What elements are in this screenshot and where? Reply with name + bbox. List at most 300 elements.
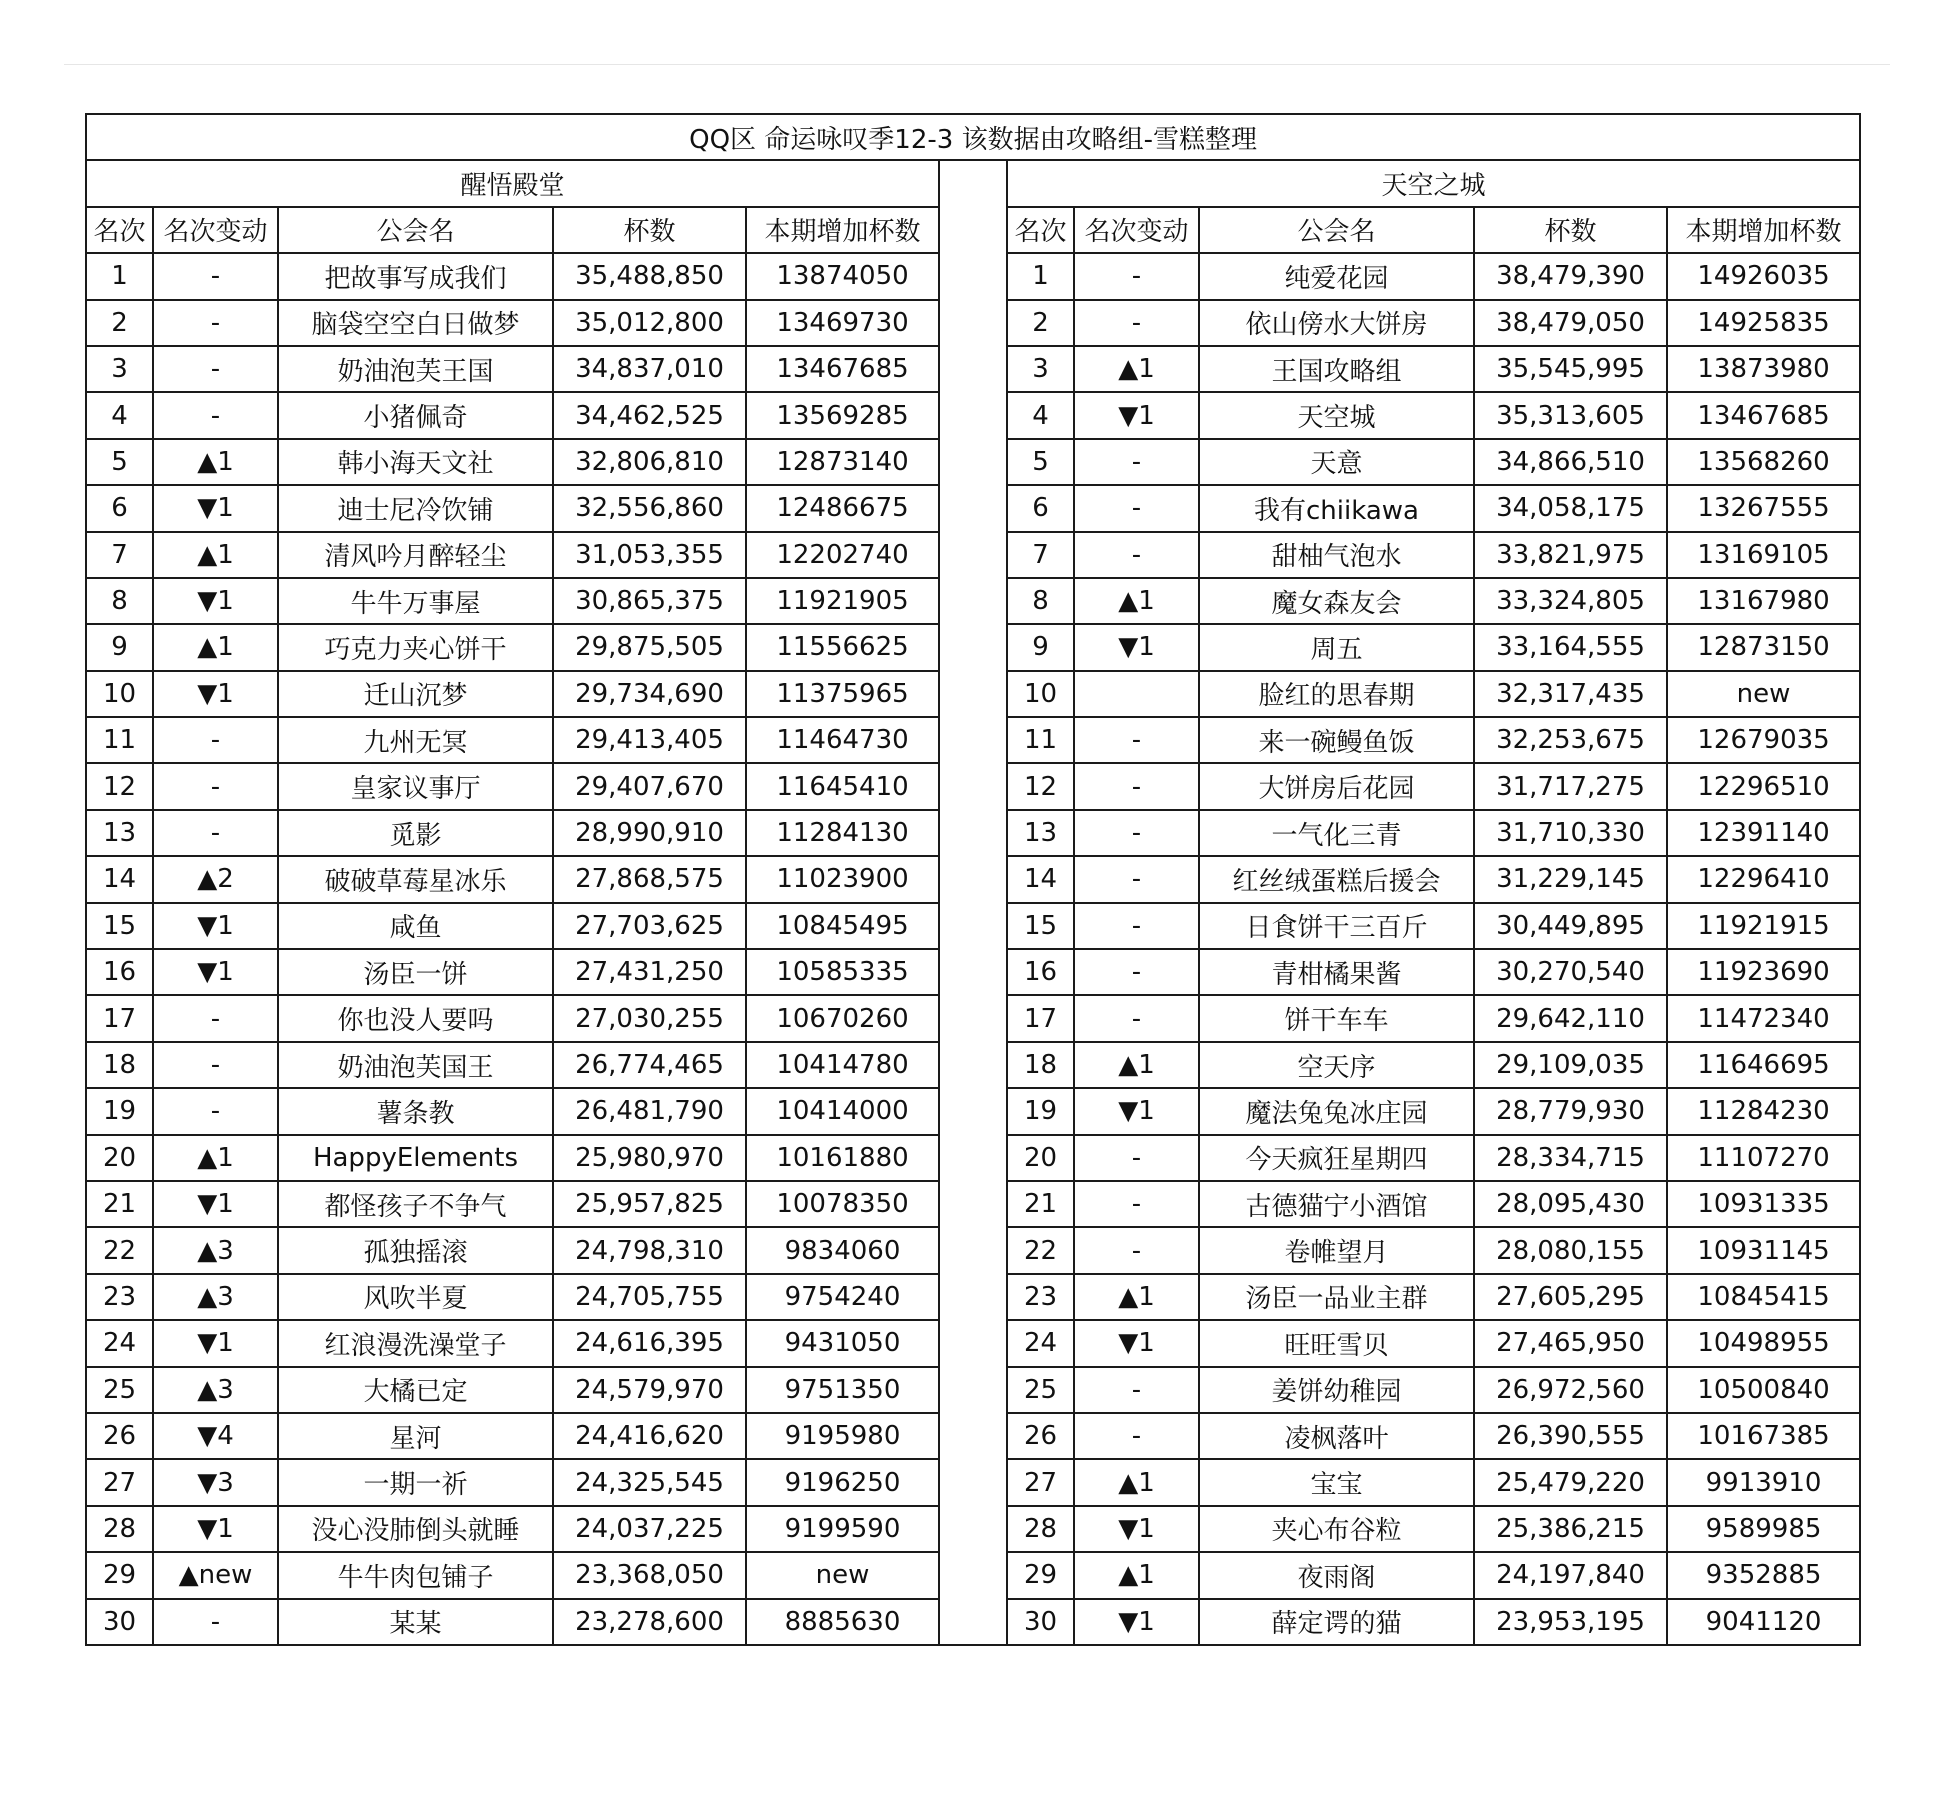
right-rank-cell: 24	[1007, 1320, 1074, 1366]
right-cups-gained-cell: 13169105	[1667, 532, 1860, 578]
right-rank-cell: 2	[1007, 300, 1074, 346]
right-guild-name-cell: 天空城	[1199, 392, 1474, 438]
left-cups-gained-cell: 9834060	[746, 1227, 939, 1273]
left-rank-cell: 8	[86, 578, 153, 624]
right-rank-cell: 4	[1007, 392, 1074, 438]
right-rank-cell: 28	[1007, 1506, 1074, 1552]
left-guild-name-cell: 九州无冥	[278, 717, 553, 763]
right-cups-cell: 33,821,975	[1474, 532, 1667, 578]
right-guild-name-cell: 王国攻略组	[1199, 346, 1474, 392]
left-rank-change-cell: ▼1	[153, 485, 278, 531]
left-rank-cell: 23	[86, 1274, 153, 1320]
column-gap	[939, 300, 1007, 346]
right-cups-cell: 28,779,930	[1474, 1088, 1667, 1134]
right-rank-cell: 3	[1007, 346, 1074, 392]
left-guild-name-cell: 迪士尼冷饮铺	[278, 485, 553, 531]
right-rank-cell: 1	[1007, 253, 1074, 299]
right-rank-cell: 27	[1007, 1459, 1074, 1505]
column-gap	[939, 1367, 1007, 1413]
left-cups-cell: 28,990,910	[553, 810, 746, 856]
left-cups-gained-cell: 10414000	[746, 1088, 939, 1134]
left-guild-name-cell: 咸鱼	[278, 903, 553, 949]
right-rank-cell: 18	[1007, 1042, 1074, 1088]
table-row	[86, 300, 1860, 346]
right-guild-name-cell: 青柑橘果酱	[1199, 949, 1474, 995]
right-rank-change-cell: ▼1	[1074, 1320, 1199, 1366]
right-cups-gained-cell: 11284230	[1667, 1088, 1860, 1134]
column-gap	[939, 995, 1007, 1041]
column-gap	[939, 1320, 1007, 1366]
right-cups-gained-cell: 9041120	[1667, 1599, 1860, 1645]
table-row	[86, 1274, 1860, 1320]
left-cups-gained-cell: 10078350	[746, 1181, 939, 1227]
left-cups-cell: 35,012,800	[553, 300, 746, 346]
left-rank-change-cell: -	[153, 810, 278, 856]
right-rank-change-cell: -	[1074, 532, 1199, 578]
right-cups-cell: 28,080,155	[1474, 1227, 1667, 1273]
left-cups-gained-cell: 12486675	[746, 485, 939, 531]
right-rank-cell: 30	[1007, 1599, 1074, 1645]
right-cups-cell: 32,253,675	[1474, 717, 1667, 763]
left-cups-cell: 24,798,310	[553, 1227, 746, 1273]
left-cups-gained-cell: 10161880	[746, 1135, 939, 1181]
column-gap	[939, 392, 1007, 438]
right-rank-change-cell: -	[1074, 903, 1199, 949]
right-cups-cell: 24,197,840	[1474, 1552, 1667, 1598]
right-cups-cell: 31,710,330	[1474, 810, 1667, 856]
right-group-name: 天空之城	[1007, 160, 1860, 206]
right-cups-gained-cell: 10931145	[1667, 1227, 1860, 1273]
left-cups-gained-cell: 13569285	[746, 392, 939, 438]
right-guild-name-cell: 魔法兔兔冰庄园	[1199, 1088, 1474, 1134]
table-row	[86, 671, 1860, 717]
right-cups-gained-cell: 9589985	[1667, 1506, 1860, 1552]
right-cups-cell: 38,479,390	[1474, 253, 1667, 299]
left-guild-name-cell: 把故事写成我们	[278, 253, 553, 299]
right-guild-name-cell: 宝宝	[1199, 1459, 1474, 1505]
header-guild-name: 公会名	[1199, 207, 1474, 253]
right-cups-gained-cell: 10845415	[1667, 1274, 1860, 1320]
left-guild-name-cell: 大橘已定	[278, 1367, 553, 1413]
left-rank-change-cell: ▼4	[153, 1413, 278, 1459]
right-cups-cell: 30,449,895	[1474, 903, 1667, 949]
left-guild-name-cell: 你也没人要吗	[278, 995, 553, 1041]
right-rank-change-cell: ▼1	[1074, 392, 1199, 438]
left-cups-gained-cell: 9196250	[746, 1459, 939, 1505]
table-row	[86, 439, 1860, 485]
left-guild-name-cell: 皇家议事厅	[278, 763, 553, 809]
left-rank-change-cell: ▲3	[153, 1227, 278, 1273]
column-gap	[939, 763, 1007, 809]
table-row	[86, 1135, 1860, 1181]
left-guild-name-cell: 牛牛肉包铺子	[278, 1552, 553, 1598]
right-rank-cell: 9	[1007, 624, 1074, 670]
table-row	[86, 1181, 1860, 1227]
left-cups-cell: 34,462,525	[553, 392, 746, 438]
left-guild-name-cell: 脑袋空空白日做梦	[278, 300, 553, 346]
right-rank-change-cell: -	[1074, 439, 1199, 485]
left-cups-cell: 27,431,250	[553, 949, 746, 995]
column-gap	[939, 1181, 1007, 1227]
left-cups-cell: 24,616,395	[553, 1320, 746, 1366]
left-rank-change-cell: ▼1	[153, 671, 278, 717]
left-rank-cell: 21	[86, 1181, 153, 1227]
group-header-row	[86, 160, 1860, 206]
left-cups-gained-cell: 13467685	[746, 346, 939, 392]
left-cups-cell: 24,416,620	[553, 1413, 746, 1459]
header-cups: 杯数	[1474, 207, 1667, 253]
left-guild-name-cell: 小猪佩奇	[278, 392, 553, 438]
left-rank-cell: 12	[86, 763, 153, 809]
right-cups-cell: 31,229,145	[1474, 856, 1667, 902]
right-cups-gained-cell: 11646695	[1667, 1042, 1860, 1088]
right-cups-cell: 27,465,950	[1474, 1320, 1667, 1366]
right-cups-cell: 35,545,995	[1474, 346, 1667, 392]
right-rank-cell: 19	[1007, 1088, 1074, 1134]
left-cups-gained-cell: 10585335	[746, 949, 939, 995]
right-cups-gained-cell: 9352885	[1667, 1552, 1860, 1598]
left-rank-change-cell: ▼1	[153, 1181, 278, 1227]
left-rank-change-cell: ▲1	[153, 1135, 278, 1181]
right-rank-change-cell: ▲1	[1074, 578, 1199, 624]
left-rank-cell: 11	[86, 717, 153, 763]
right-guild-name-cell: 薛定谔的猫	[1199, 1599, 1474, 1645]
left-rank-change-cell: -	[153, 1088, 278, 1134]
left-cups-gained-cell: 11556625	[746, 624, 939, 670]
left-cups-cell: 35,488,850	[553, 253, 746, 299]
ranking-table	[85, 113, 1861, 1646]
left-rank-cell: 10	[86, 671, 153, 717]
right-cups-gained-cell: 10498955	[1667, 1320, 1860, 1366]
right-guild-name-cell: 今天疯狂星期四	[1199, 1135, 1474, 1181]
table-row	[86, 578, 1860, 624]
left-cups-cell: 25,957,825	[553, 1181, 746, 1227]
left-rank-change-cell: ▼1	[153, 903, 278, 949]
right-rank-change-cell: ▲1	[1074, 346, 1199, 392]
left-rank-change-cell: ▼1	[153, 949, 278, 995]
table-row	[86, 810, 1860, 856]
column-gap	[939, 949, 1007, 995]
right-guild-name-cell: 夜雨阁	[1199, 1552, 1474, 1598]
header-rank-change: 名次变动	[153, 207, 278, 253]
right-cups-cell: 28,095,430	[1474, 1181, 1667, 1227]
table-title: QQ区 命运咏叹季12-3 该数据由攻略组-雪糕整理	[86, 114, 1860, 160]
right-guild-name-cell: 空天序	[1199, 1042, 1474, 1088]
header-rank-change: 名次变动	[1074, 207, 1199, 253]
header-rank: 名次	[1007, 207, 1074, 253]
left-cups-cell: 23,278,600	[553, 1599, 746, 1645]
right-rank-cell: 23	[1007, 1274, 1074, 1320]
left-rank-cell: 19	[86, 1088, 153, 1134]
column-gap	[939, 717, 1007, 763]
left-cups-cell: 32,806,810	[553, 439, 746, 485]
column-gap	[939, 485, 1007, 531]
table-row	[86, 763, 1860, 809]
left-rank-cell: 13	[86, 810, 153, 856]
right-rank-cell: 16	[1007, 949, 1074, 995]
right-rank-change-cell: ▼1	[1074, 624, 1199, 670]
column-gap	[939, 1459, 1007, 1505]
right-cups-gained-cell: 13167980	[1667, 578, 1860, 624]
right-rank-change-cell: -	[1074, 485, 1199, 531]
left-guild-name-cell: 巧克力夹心饼干	[278, 624, 553, 670]
right-rank-change-cell: ▲1	[1074, 1552, 1199, 1598]
header-cups-gained: 本期增加杯数	[1667, 207, 1860, 253]
left-rank-cell: 16	[86, 949, 153, 995]
right-rank-change-cell: ▲1	[1074, 1274, 1199, 1320]
left-cups-gained-cell: 9754240	[746, 1274, 939, 1320]
table-row	[86, 1413, 1860, 1459]
table-row	[86, 532, 1860, 578]
right-guild-name-cell: 古德猫宁小酒馆	[1199, 1181, 1474, 1227]
right-cups-cell: 38,479,050	[1474, 300, 1667, 346]
left-rank-cell: 24	[86, 1320, 153, 1366]
right-cups-cell: 31,717,275	[1474, 763, 1667, 809]
right-cups-cell: 25,386,215	[1474, 1506, 1667, 1552]
left-cups-gained-cell: 11464730	[746, 717, 939, 763]
left-rank-cell: 2	[86, 300, 153, 346]
left-rank-cell: 3	[86, 346, 153, 392]
left-rank-cell: 26	[86, 1413, 153, 1459]
left-rank-change-cell: ▲1	[153, 439, 278, 485]
left-rank-cell: 4	[86, 392, 153, 438]
left-rank-cell: 30	[86, 1599, 153, 1645]
left-rank-cell: 5	[86, 439, 153, 485]
table-row	[86, 1552, 1860, 1598]
right-rank-change-cell: -	[1074, 856, 1199, 902]
column-gap	[939, 439, 1007, 485]
left-guild-name-cell: 牛牛万事屋	[278, 578, 553, 624]
right-cups-gained-cell: 13467685	[1667, 392, 1860, 438]
left-guild-name-cell: 奶油泡芙国王	[278, 1042, 553, 1088]
left-rank-change-cell: ▲1	[153, 624, 278, 670]
header-guild-name: 公会名	[278, 207, 553, 253]
right-rank-cell: 25	[1007, 1367, 1074, 1413]
left-guild-name-cell: 清风吟月醉轻尘	[278, 532, 553, 578]
right-rank-change-cell: -	[1074, 717, 1199, 763]
left-cups-cell: 26,481,790	[553, 1088, 746, 1134]
right-rank-change-cell: ▼1	[1074, 1506, 1199, 1552]
left-guild-name-cell: 某某	[278, 1599, 553, 1645]
table-row	[86, 949, 1860, 995]
column-gap	[939, 624, 1007, 670]
table-row	[86, 1042, 1860, 1088]
right-cups-gained-cell: 14926035	[1667, 253, 1860, 299]
right-rank-change-cell: ▲1	[1074, 1459, 1199, 1505]
right-guild-name-cell: 一气化三青	[1199, 810, 1474, 856]
right-rank-change-cell: -	[1074, 810, 1199, 856]
right-rank-change-cell: -	[1074, 253, 1199, 299]
right-cups-cell: 25,479,220	[1474, 1459, 1667, 1505]
table-row	[86, 856, 1860, 902]
right-cups-gained-cell: 13267555	[1667, 485, 1860, 531]
left-guild-name-cell: 星河	[278, 1413, 553, 1459]
left-cups-cell: 29,875,505	[553, 624, 746, 670]
right-rank-cell: 12	[1007, 763, 1074, 809]
column-gap	[939, 1227, 1007, 1273]
right-rank-cell: 8	[1007, 578, 1074, 624]
right-rank-change-cell: -	[1074, 300, 1199, 346]
column-gap	[939, 160, 1007, 206]
table-row	[86, 1320, 1860, 1366]
left-rank-cell: 22	[86, 1227, 153, 1273]
right-rank-cell: 20	[1007, 1135, 1074, 1181]
right-cups-cell: 33,164,555	[1474, 624, 1667, 670]
right-cups-cell: 30,270,540	[1474, 949, 1667, 995]
column-gap	[939, 671, 1007, 717]
column-gap	[939, 1042, 1007, 1088]
table-row	[86, 717, 1860, 763]
header-rank: 名次	[86, 207, 153, 253]
left-cups-cell: 34,837,010	[553, 346, 746, 392]
table-row	[86, 1227, 1860, 1273]
right-rank-change-cell	[1074, 671, 1199, 717]
right-cups-cell: 34,866,510	[1474, 439, 1667, 485]
left-cups-cell: 23,368,050	[553, 1552, 746, 1598]
right-cups-cell: 35,313,605	[1474, 392, 1667, 438]
left-cups-cell: 31,053,355	[553, 532, 746, 578]
right-rank-cell: 26	[1007, 1413, 1074, 1459]
left-cups-gained-cell: 11023900	[746, 856, 939, 902]
left-rank-change-cell: ▲2	[153, 856, 278, 902]
left-guild-name-cell: 汤臣一饼	[278, 949, 553, 995]
right-rank-cell: 6	[1007, 485, 1074, 531]
table-row	[86, 1506, 1860, 1552]
left-cups-cell: 27,030,255	[553, 995, 746, 1041]
left-cups-gained-cell: 13874050	[746, 253, 939, 299]
right-guild-name-cell: 周五	[1199, 624, 1474, 670]
right-guild-name-cell: 甜柚气泡水	[1199, 532, 1474, 578]
right-rank-cell: 5	[1007, 439, 1074, 485]
right-rank-change-cell: -	[1074, 1181, 1199, 1227]
left-cups-cell: 29,407,670	[553, 763, 746, 809]
right-rank-cell: 10	[1007, 671, 1074, 717]
right-guild-name-cell: 脸红的思春期	[1199, 671, 1474, 717]
table-row	[86, 253, 1860, 299]
left-rank-cell: 14	[86, 856, 153, 902]
column-gap	[939, 1135, 1007, 1181]
right-cups-gained-cell: 14925835	[1667, 300, 1860, 346]
right-rank-cell: 29	[1007, 1552, 1074, 1598]
right-cups-gained-cell: 11107270	[1667, 1135, 1860, 1181]
right-rank-change-cell: -	[1074, 1367, 1199, 1413]
left-cups-gained-cell: 10414780	[746, 1042, 939, 1088]
right-rank-change-cell: -	[1074, 995, 1199, 1041]
right-guild-name-cell: 我有chiikawa	[1199, 485, 1474, 531]
column-gap	[939, 810, 1007, 856]
left-rank-change-cell: ▲3	[153, 1367, 278, 1413]
left-rank-cell: 17	[86, 995, 153, 1041]
left-rank-cell: 18	[86, 1042, 153, 1088]
right-cups-gained-cell: 12296410	[1667, 856, 1860, 902]
left-rank-change-cell: -	[153, 346, 278, 392]
right-rank-change-cell: ▲1	[1074, 1042, 1199, 1088]
right-rank-change-cell: -	[1074, 949, 1199, 995]
left-rank-cell: 28	[86, 1506, 153, 1552]
left-group-name: 醒悟殿堂	[86, 160, 939, 206]
left-cups-cell: 27,868,575	[553, 856, 746, 902]
left-cups-gained-cell: 12873140	[746, 439, 939, 485]
right-cups-gained-cell: 13873980	[1667, 346, 1860, 392]
left-cups-gained-cell: 9431050	[746, 1320, 939, 1366]
column-gap	[939, 903, 1007, 949]
left-cups-cell: 29,734,690	[553, 671, 746, 717]
left-cups-gained-cell: 9751350	[746, 1367, 939, 1413]
right-cups-gained-cell: 10931335	[1667, 1181, 1860, 1227]
left-rank-change-cell: ▲3	[153, 1274, 278, 1320]
left-guild-name-cell: 薯条教	[278, 1088, 553, 1134]
column-gap	[939, 346, 1007, 392]
right-rank-change-cell: ▼1	[1074, 1088, 1199, 1134]
left-cups-cell: 24,705,755	[553, 1274, 746, 1320]
right-guild-name-cell: 依山傍水大饼房	[1199, 300, 1474, 346]
right-rank-cell: 13	[1007, 810, 1074, 856]
table-row	[86, 392, 1860, 438]
left-cups-cell: 29,413,405	[553, 717, 746, 763]
left-guild-name-cell: 迁山沉梦	[278, 671, 553, 717]
right-cups-gained-cell: 12679035	[1667, 717, 1860, 763]
left-cups-gained-cell: 13469730	[746, 300, 939, 346]
right-cups-gained-cell: 13568260	[1667, 439, 1860, 485]
right-guild-name-cell: 卷帷望月	[1199, 1227, 1474, 1273]
left-cups-cell: 25,980,970	[553, 1135, 746, 1181]
left-rank-change-cell: -	[153, 300, 278, 346]
right-rank-cell: 15	[1007, 903, 1074, 949]
right-cups-gained-cell: 12873150	[1667, 624, 1860, 670]
right-cups-gained-cell: 11923690	[1667, 949, 1860, 995]
left-rank-change-cell: ▼3	[153, 1459, 278, 1505]
left-guild-name-cell: 破破草莓星冰乐	[278, 856, 553, 902]
right-cups-gained-cell: new	[1667, 671, 1860, 717]
left-cups-gained-cell: new	[746, 1552, 939, 1598]
header-cups: 杯数	[553, 207, 746, 253]
right-cups-cell: 34,058,175	[1474, 485, 1667, 531]
title-row	[86, 114, 1860, 160]
right-cups-gained-cell: 12296510	[1667, 763, 1860, 809]
right-guild-name-cell: 夹心布谷粒	[1199, 1506, 1474, 1552]
column-gap	[939, 1599, 1007, 1645]
column-gap	[939, 1088, 1007, 1134]
right-cups-gained-cell: 10500840	[1667, 1367, 1860, 1413]
right-cups-cell: 26,390,555	[1474, 1413, 1667, 1459]
right-cups-gained-cell: 11472340	[1667, 995, 1860, 1041]
left-rank-cell: 1	[86, 253, 153, 299]
right-rank-cell: 14	[1007, 856, 1074, 902]
left-rank-change-cell: ▲1	[153, 532, 278, 578]
table-row	[86, 1459, 1860, 1505]
right-guild-name-cell: 汤臣一品业主群	[1199, 1274, 1474, 1320]
right-guild-name-cell: 天意	[1199, 439, 1474, 485]
column-gap	[939, 253, 1007, 299]
left-guild-name-cell: HappyElements	[278, 1135, 553, 1181]
left-rank-change-cell: ▲new	[153, 1552, 278, 1598]
left-rank-change-cell: -	[153, 995, 278, 1041]
left-rank-change-cell: -	[153, 717, 278, 763]
left-cups-gained-cell: 10670260	[746, 995, 939, 1041]
left-rank-cell: 7	[86, 532, 153, 578]
left-guild-name-cell: 红浪漫洗澡堂子	[278, 1320, 553, 1366]
table-row	[86, 1367, 1860, 1413]
right-cups-cell: 29,642,110	[1474, 995, 1667, 1041]
left-rank-cell: 27	[86, 1459, 153, 1505]
left-rank-change-cell: -	[153, 1599, 278, 1645]
left-cups-gained-cell: 12202740	[746, 532, 939, 578]
left-cups-gained-cell: 11375965	[746, 671, 939, 717]
right-rank-change-cell: -	[1074, 1135, 1199, 1181]
column-header-row	[86, 207, 1860, 253]
right-cups-cell: 23,953,195	[1474, 1599, 1667, 1645]
right-cups-gained-cell: 11921915	[1667, 903, 1860, 949]
